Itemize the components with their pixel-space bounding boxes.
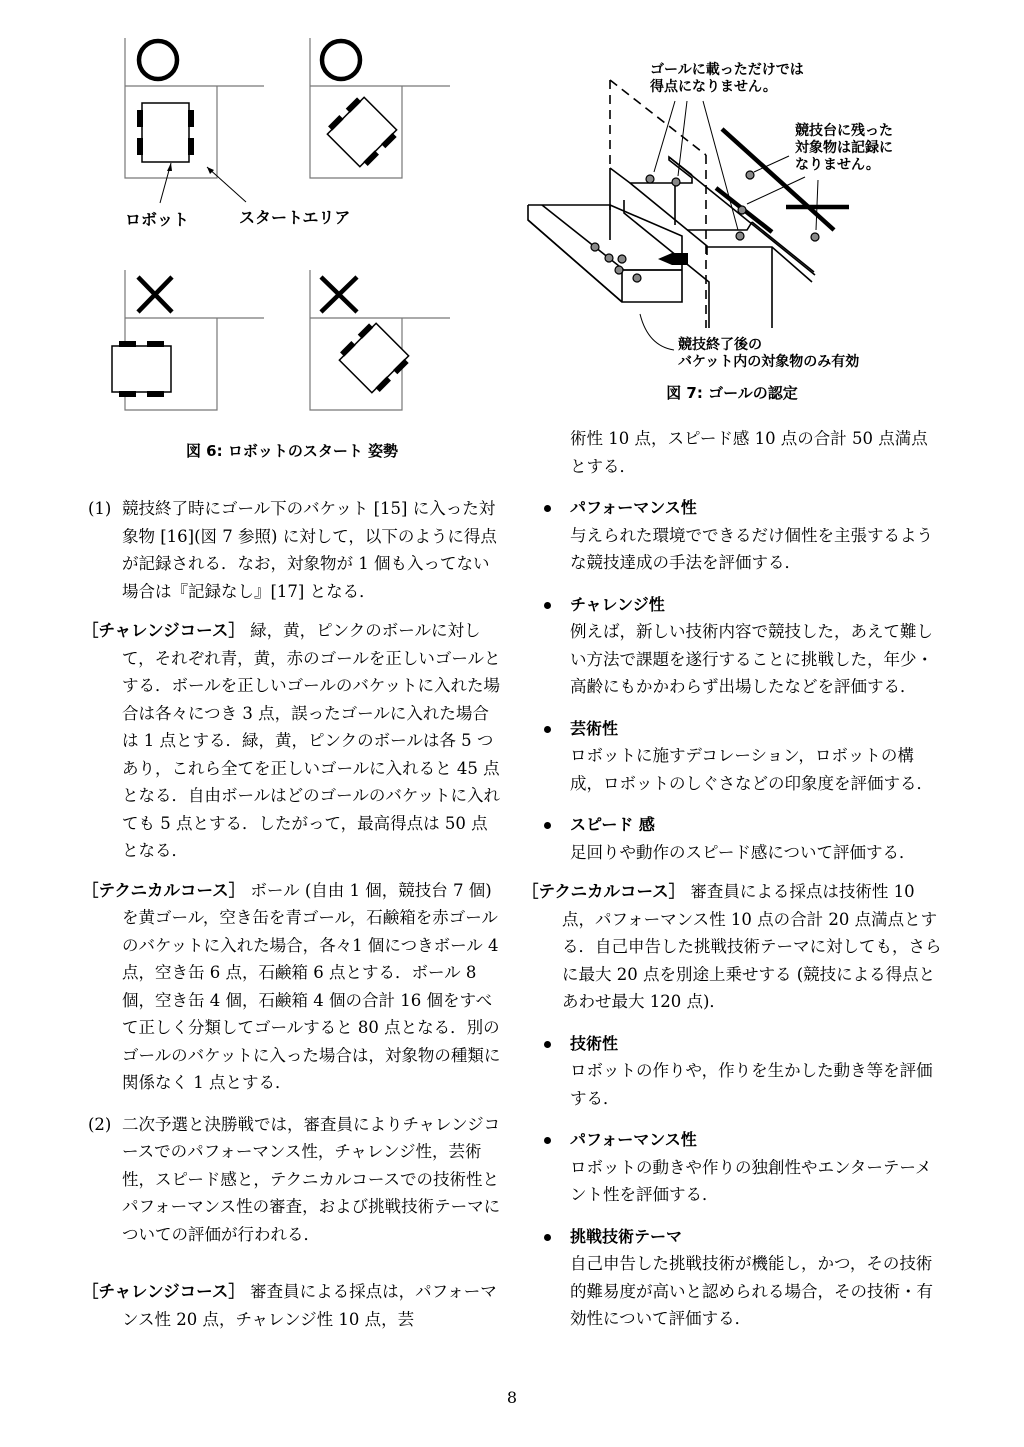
criterion-title: 挑戦技術テーマ (570, 1226, 683, 1246)
criterion-item (522, 494, 942, 577)
criterion-title: 芸術性 (570, 718, 619, 738)
bullet-icon (544, 505, 551, 512)
course-text: ボール (自由 1 個，競技台 7 個) を黄ゴール，空き缶を青ゴール，石鹸箱を赤ゴールのバケットに入れた場合，各々1 個につきボール 4 点，空き缶 6 点，石鹸箱 6 点とする．ボール 8 個，空き缶 4 個，石鹸箱 4 個の合計 16 個をすべて正しく分類してゴールすると 80 点となる．別のゴールのバケットに入った場合は，対象物の種類に関係なく 1 点とする． (122, 880, 501, 1092)
challenge-course-scoring (82, 617, 502, 865)
criterion-title: パフォーマンス性 (570, 1130, 697, 1149)
label-robot: ロボット (125, 210, 190, 229)
figure-6-caption: 図 6: ロボットのスタート 姿勢 (185, 442, 399, 460)
figure-7 (522, 50, 942, 410)
label-start-area: スタートエリア (239, 208, 351, 227)
criterion-title: パフォーマンス性 (570, 498, 697, 517)
figure-7-caption: 図 7: ゴールの認定 (666, 384, 798, 402)
note-line: バケット内の対象物のみ有効 (678, 354, 860, 370)
arrow-icon (658, 253, 688, 265)
technical-course-scoring (82, 877, 502, 1097)
bullet-icon (544, 1137, 551, 1144)
course-text: 審査員による採点は，パフォーマンス性 20 点，チャレンジ性 10 点，芸 (122, 1282, 497, 1329)
note-line: ゴールに載っただけでは (650, 62, 804, 78)
criterion-body: ロボットの動きや作りの独創性やエンターテーメント性を評価する． (570, 1157, 932, 1204)
panel-wrong-overlapping (310, 270, 450, 410)
challenge-course-judging (82, 1278, 502, 1333)
challenge-judging-continued: 術性 10 点，スピード感 10 点の合計 50 点満点とする． (570, 429, 928, 476)
criterion-item (522, 811, 942, 866)
note-line: 得点になりません。 (650, 79, 777, 95)
note-line: 競技台に残った (795, 123, 893, 139)
criterion-body: 足回りや動作のスピード感について評価する． (570, 842, 916, 862)
panel-correct-upright (125, 38, 264, 203)
criterion-item (522, 1030, 942, 1113)
note-line: なりません。 (795, 157, 880, 173)
robot-start-pose-diagram (82, 30, 502, 430)
criterion-body: ロボットの作りや，作りを生かした動き等を評価する． (570, 1061, 933, 1108)
criterion-body: 例えば，新しい技術内容で競技した，あえて難しい方法で課題を遂行することに挑戦した，年少・高齢にもかかわらず出場したなどを評価する． (570, 622, 933, 696)
scoring-item-1 (82, 495, 502, 605)
criterion-item (522, 1126, 942, 1209)
bullet-icon (544, 726, 551, 733)
criterion-body: 与えられた環境でできるだけ個性を主張するような競技達成の手法を評価する． (570, 525, 933, 572)
panel-correct-rotated (310, 38, 450, 178)
bullet-icon (544, 1234, 551, 1241)
item-text: 二次予選と決勝戦では，審査員によりチャレンジコースでのパフォーマンス性，チャレンジ性，芸術性，スピード感と，テクニカルコースでの技術性とパフォーマンス性の審査，および挑戦技術テーマについての評価が行われる． (122, 1114, 501, 1244)
ng-cross-icon (138, 277, 172, 312)
challenge-criteria-list (522, 494, 942, 866)
ng-cross-icon (321, 277, 357, 312)
bullet-icon (544, 1041, 551, 1048)
course-label: ［テクニカルコース］ (522, 882, 686, 901)
criterion-title: チャレンジ性 (570, 594, 665, 614)
technical-criteria-list (522, 1030, 942, 1333)
figure-6 (82, 30, 502, 430)
item-number: (2) (88, 1114, 112, 1134)
scoring-item-2 (82, 1111, 502, 1249)
bullet-icon (544, 822, 551, 829)
criterion-item (522, 591, 942, 701)
course-label: ［チャレンジコース］ (82, 1282, 245, 1301)
course-label: ［チャレンジコース］ (82, 621, 245, 640)
course-label: ［テクニカルコース］ (82, 880, 246, 900)
technical-course-judging (522, 878, 942, 1016)
ok-circle-icon (139, 41, 177, 79)
page-number: 8 (506, 1388, 518, 1407)
course-text: 緑，黄，ピンクのボールに対して，それぞれ青，黄，赤のゴールを正しいゴールとする．ボールを正しいゴールのバケットに入れた場合は各々につき 3 点，誤ったゴールに入れた場合は 1 点とする．緑，黄，ピンクのボールは各 5 つあり，これら全てを正しいゴールに入れると 45 点となる．自由ボールはどのゴールのバケットに入れても 5 点とする．したがって，最高得点は 50 点となる． (122, 621, 501, 860)
left-column (82, 30, 502, 1333)
criterion-item (522, 1223, 942, 1333)
ok-circle-icon (322, 41, 360, 79)
criterion-title: スピード 感 (570, 815, 655, 834)
course-text: 審査員による採点は技術性 10 点，パフォーマンス性 10 点の合計 20 点満点とする．自己申告した挑戦技術テーマに対しても，さらに最大 20 点を別途上乗せする (競技による得点とあわせ最大 120 点)． (562, 882, 942, 1011)
item-text: 競技終了時にゴール下のバケット [15] に入った対象物 [16](図 7 参照) に対して，以下のように得点が記録される．なお，対象物が 1 個も入ってない場合は『記録なし』[17] となる． (122, 499, 497, 601)
panel-wrong-outside (112, 270, 264, 410)
item-number: (1) (88, 499, 112, 518)
criterion-title: 技術性 (570, 1033, 619, 1053)
note-on-table (795, 123, 893, 174)
criterion-body: ロボットに施すデコレーション，ロボットの構成，ロボットのしぐさなどの印象度を評価する． (570, 746, 933, 793)
note-in-bucket (678, 337, 859, 371)
note-line: 対象物は記録に (795, 140, 893, 156)
bullet-icon (544, 602, 551, 609)
note-on-goal (650, 62, 804, 96)
criterion-item (522, 715, 942, 798)
right-column (522, 50, 942, 1333)
criterion-body: 自己申告した挑戦技術が機能し，かつ，その技術的難易度が高いと認められる場合，その技術・有効性について評価する． (570, 1254, 933, 1328)
note-line: 競技終了後の (678, 337, 762, 353)
